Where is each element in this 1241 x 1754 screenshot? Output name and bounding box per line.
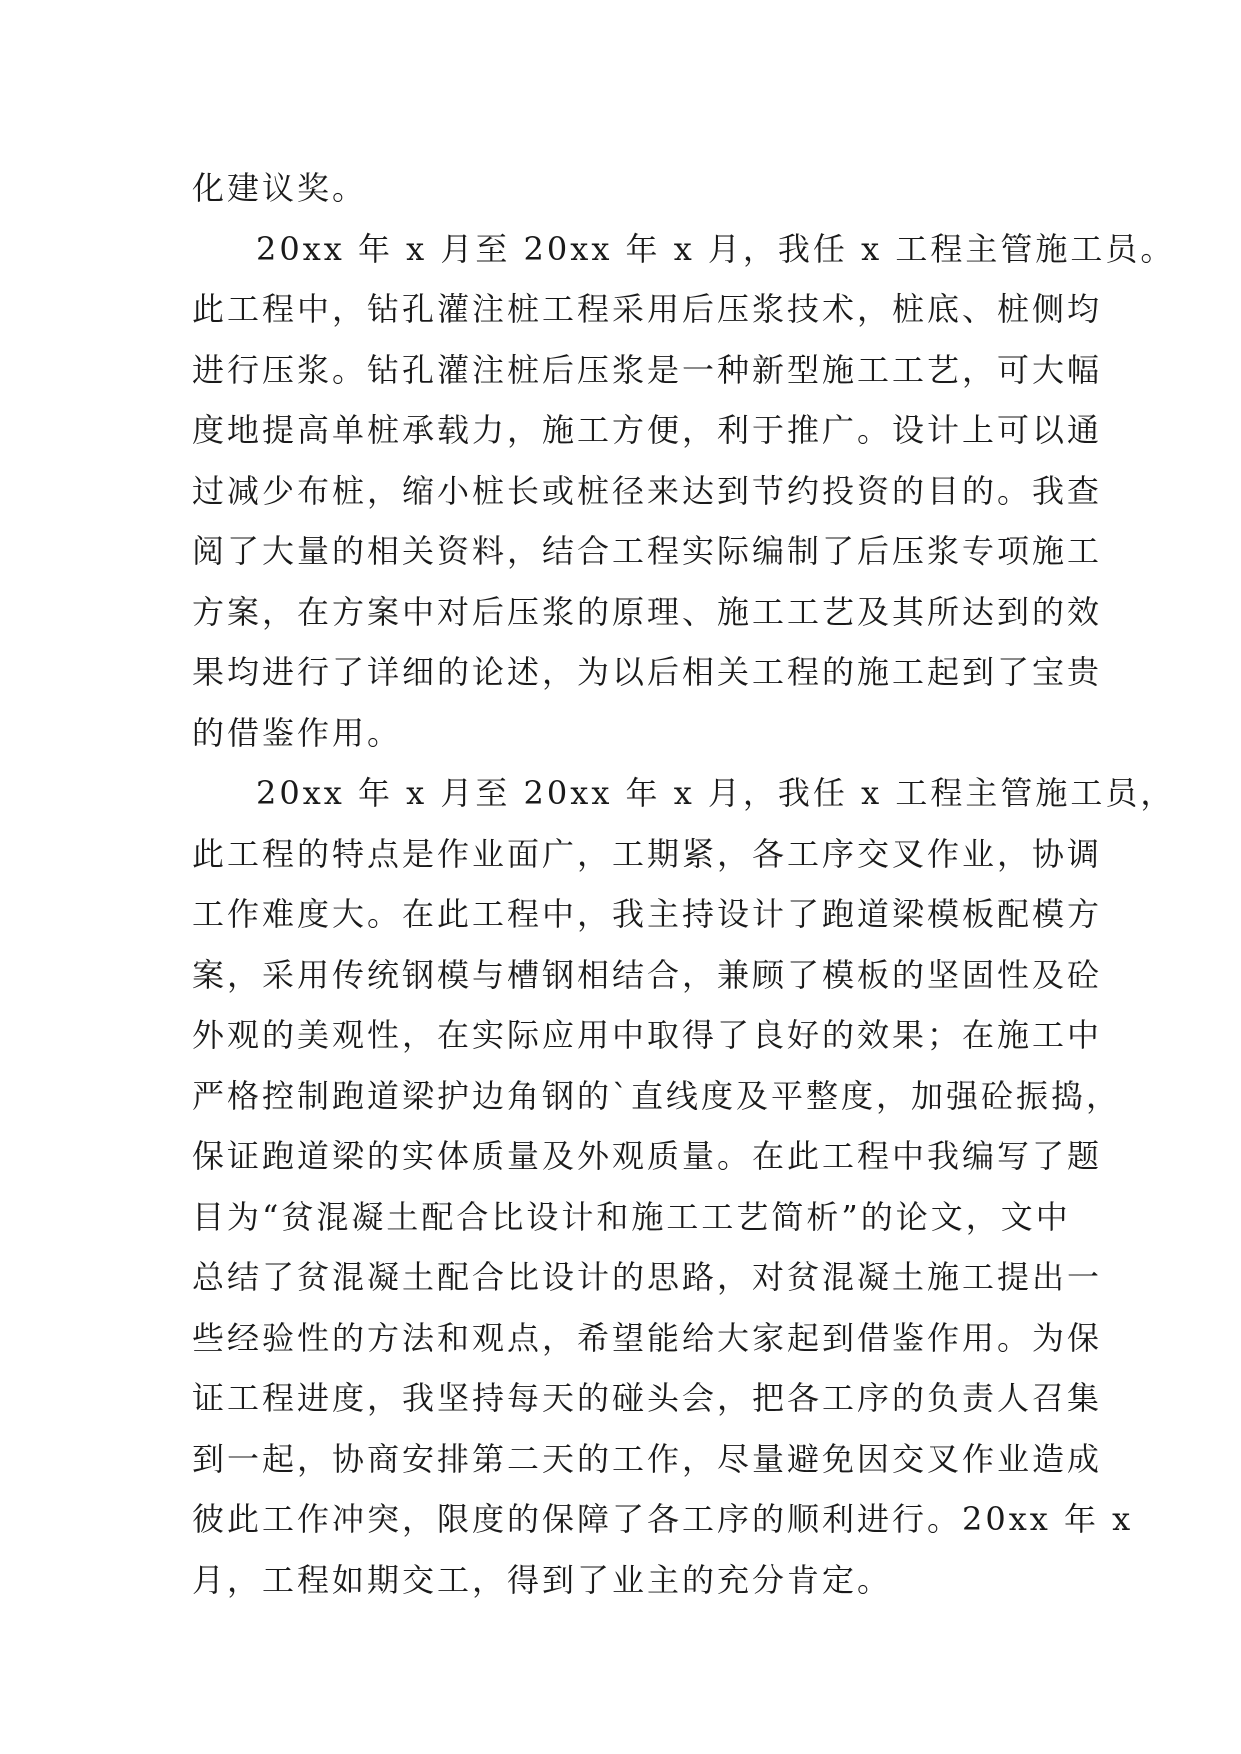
text-line: 证工程进度，我坚持每天的碰头会，把各工序的负责人召集 — [192, 1379, 1103, 1417]
text-line: 果均进行了详细的论述，为以后相关工程的施工起到了宝贵 — [192, 653, 1103, 691]
text-line: 严格控制跑道梁护边角钢的`直线度及平整度，加强砼振捣， — [192, 1076, 1122, 1115]
text-line: 化建议奖。 — [192, 169, 368, 207]
text-line: 总结了贫混凝土配合比设计的思路，对贫混凝土施工提出一 — [192, 1258, 1103, 1296]
text-line: 此工程中，钻孔灌注桩工程采用后压浆技术，桩底、桩侧均 — [192, 290, 1103, 328]
text-line: 目为“贫混凝土配合比设计和施工工艺简析”的论文，文中 — [192, 1197, 1071, 1236]
text-line: 的借鉴作用。 — [192, 713, 403, 752]
text-line: 到一起，协商安排第二天的工作，尽量避免因交叉作业造成 — [192, 1439, 1103, 1478]
text-line: 进行压浆。钻孔灌注桩后压浆是一种新型施工工艺，可大幅 — [192, 350, 1103, 389]
text-line: 阅了大量的相关资料，结合工程实际编制了后压浆专项施工 — [192, 532, 1103, 570]
text-line: 些经验性的方法和观点，希望能给大家起到借鉴作用。为保 — [192, 1318, 1103, 1357]
text-line: 方案，在方案中对后压浆的原理、施工工艺及其所达到的效 — [192, 592, 1103, 631]
text-line: 过减少布桩，缩小桩长或桩径来达到节约投资的目的。我查 — [192, 471, 1103, 510]
text-line: 案，采用传统钢模与槽钢相结合，兼顾了模板的坚固性及砼 — [192, 955, 1103, 994]
text-line: 月，工程如期交工，得到了业主的充分肯定。 — [192, 1560, 893, 1599]
text-line: 工作难度大。在此工程中，我主持设计了跑道梁模板配模方 — [192, 895, 1103, 933]
text-line: 度地提高单桩承载力，施工方便，利于推广。设计上可以通 — [192, 411, 1103, 449]
text-line: 彼此工作冲突，限度的保障了各工序的顺利进行。20xx 年 x — [192, 1500, 1134, 1538]
body-text — [192, 158, 1176, 1610]
text-line: 20xx 年 x 月至 20xx 年 x 月，我任 x 工程主管施工员， — [256, 774, 1176, 812]
text-line: 保证跑道梁的实体质量及外观质量。在此工程中我编写了题 — [192, 1137, 1103, 1175]
text-line: 此工程的特点是作业面广，工期紧，各工序交叉作业，协调 — [192, 834, 1103, 873]
text-line: 20xx 年 x 月至 20xx 年 x 月，我任 x 工程主管施工员。 — [256, 229, 1176, 268]
text-line: 外观的美观性，在实际应用中取得了良好的效果；在施工中 — [192, 1016, 1103, 1054]
